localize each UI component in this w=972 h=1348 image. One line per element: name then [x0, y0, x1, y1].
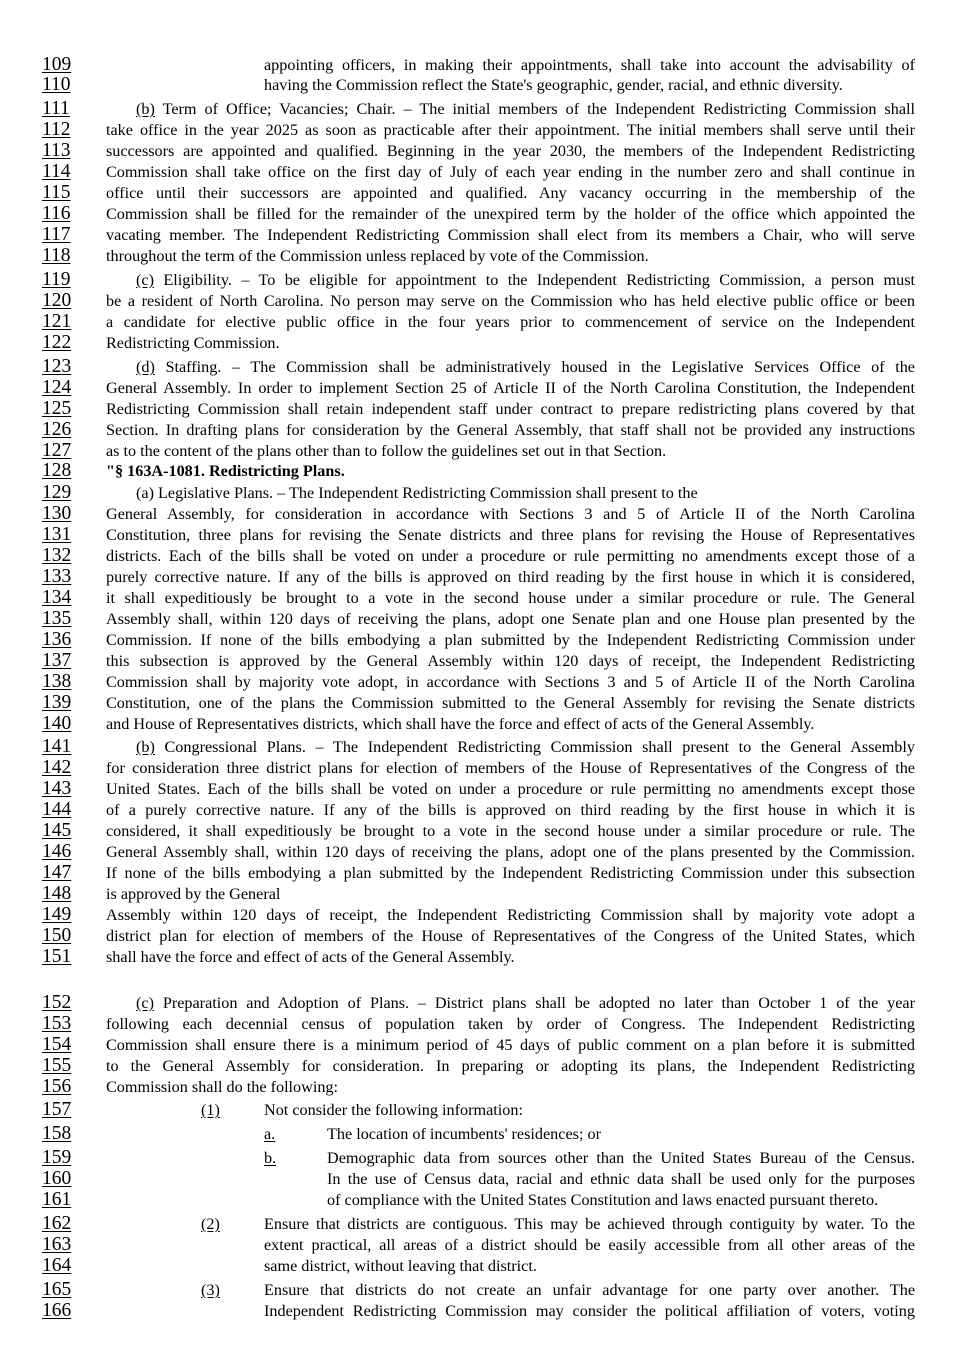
text-line: Redistricting Commission shall retain independent staff under contract to prepare redistricting plans covered by that: [106, 400, 915, 418]
line-number: 142: [42, 757, 72, 778]
text-line: General Assembly, for consideration in accordance with Sections 3 and 5 of Article II of the North Carolina: [106, 505, 915, 523]
text-line: (c) Preparation and Adoption of Plans. – District plans shall be adopted no later than October 1 of the year: [136, 994, 915, 1012]
line-number: 162: [42, 1213, 72, 1234]
text-line: extent practical, all areas of a district should be easily accessible from all other areas of the: [264, 1236, 915, 1254]
text-line: of a purely corrective nature. If any of the bills is approved on third reading by the first house in which it is: [106, 801, 915, 819]
line-number: 150: [42, 925, 72, 946]
line-number: 133: [42, 566, 72, 587]
line-number: 109: [42, 54, 72, 75]
text-line: be a resident of North Carolina. No person may serve on the Commission who has held elective public office or been: [106, 292, 915, 310]
text-line: office until their successors are appointed and qualified. Any vacancy occurring in the membership of the: [106, 184, 915, 202]
line-number: 143: [42, 778, 72, 799]
text-line: Constitution, one of the plans the Commission submitted to the General Assembly for revising the Senate districts: [106, 694, 915, 712]
text-line: United States. Each of the bills shall be voted on under a procedure or rule permitting no amendments except those: [106, 780, 915, 798]
line-number: 126: [42, 419, 72, 440]
subsection-marker: (d): [136, 358, 155, 376]
line-number: 159: [42, 1147, 72, 1168]
section-heading: "§ 163A-1081. Redistricting Plans.: [106, 462, 345, 480]
line-number: 158: [42, 1123, 72, 1144]
text-line: Demographic data from sources other than the United States Bureau of the Census.: [327, 1149, 915, 1167]
line-number: 110: [42, 74, 71, 95]
line-number: 144: [42, 799, 72, 820]
text-line: Redistricting Commission.: [106, 334, 280, 352]
line-number: 114: [42, 161, 71, 182]
line-number: 129: [42, 482, 72, 503]
line-number: 138: [42, 671, 72, 692]
text-line: purely corrective nature. If any of the bills is approved on third reading by the first house in which it is considered,: [106, 568, 915, 586]
line-number: 127: [42, 440, 72, 461]
line-number: 146: [42, 841, 72, 862]
line-number: 156: [42, 1076, 72, 1097]
line-number: 145: [42, 820, 72, 841]
line-number: 113: [42, 140, 71, 161]
text-line: and House of Representatives districts, which shall have the force and effect of acts of the General Assembly.: [106, 715, 815, 733]
line-number: 149: [42, 904, 72, 925]
line-number: 132: [42, 545, 72, 566]
subsection-marker: (b): [136, 738, 155, 756]
text-line: a candidate for elective public office in the four years prior to commencement of service on the Independent: [106, 313, 915, 331]
line-number: 120: [42, 290, 72, 311]
text-line: appointing officers, in making their appointments, shall take into account the advisability of: [264, 56, 915, 74]
line-number: 148: [42, 883, 72, 904]
text-line: district plan for election of members of the House of Representatives of the Congress of the United States, which: [106, 927, 915, 945]
line-number: 116: [42, 203, 71, 224]
line-number: 128: [42, 460, 72, 481]
text-line: following each decennial census of population taken by order of Congress. The Independent Redistricting: [106, 1015, 915, 1033]
text-line: districts. Each of the bills shall be voted on under a procedure or rule permitting no amendments except those of a: [106, 547, 915, 565]
text-line: Ensure that districts do not create an unfair advantage for one party over another. The: [264, 1281, 915, 1299]
text-line: Section. In drafting plans for consideration by the General Assembly, that staff shall not be provided any instructions: [106, 421, 915, 439]
line-number: 140: [42, 713, 72, 734]
text-line: Ensure that districts are contiguous. This may be achieved through contiguity by water. To the: [264, 1215, 915, 1233]
text-line: Commission shall take office on the first day of July of each year ending in the number zero and shall continue in: [106, 163, 915, 181]
text-line: take office in the year 2025 as soon as practicable after their appointment. The initial members shall serve until their: [106, 121, 915, 139]
line-number: 115: [42, 182, 71, 203]
list-marker: (3): [201, 1281, 220, 1299]
text-line: this subsection is approved by the General Assembly within 120 days of receipt, the Independent Redistricting: [106, 652, 915, 670]
text-line: throughout the term of the Commission unless replaced by vote of the Commission.: [106, 247, 649, 265]
text-line: (d) Staffing. – The Commission shall be administratively housed in the Legislative Services Office of the: [136, 358, 915, 376]
text-line: (a) Legislative Plans. – The Independent Redistricting Commission shall present to the: [136, 484, 698, 502]
line-number: 125: [42, 398, 72, 419]
line-number: 135: [42, 608, 72, 629]
line-number: 124: [42, 377, 72, 398]
text-line: successors are appointed and qualified. Beginning in the year 2030, the members of the Independent Redistricting: [106, 142, 915, 160]
subsection-marker: (c): [136, 271, 154, 289]
line-number: 121: [42, 311, 72, 332]
line-number: 111: [42, 98, 70, 119]
line-number: 166: [42, 1300, 72, 1321]
line-number: 118: [42, 245, 71, 266]
line-number: 119: [42, 269, 71, 290]
text-line: Commission shall do the following:: [106, 1078, 339, 1096]
line-number: 155: [42, 1055, 72, 1076]
line-number: 165: [42, 1279, 72, 1300]
text-line: Constitution, three plans for revising the Senate districts and three plans for revising the House of Representatives: [106, 526, 915, 544]
text-line: The location of incumbents' residences; or: [327, 1125, 601, 1143]
line-number: 160: [42, 1168, 72, 1189]
text-line: General Assembly. In order to implement Section 25 of Article II of the North Carolina Constitution, the Independent: [106, 379, 915, 397]
list-marker: (2): [201, 1215, 220, 1233]
text-line: Assembly within 120 days of receipt, the Independent Redistricting Commission shall by majority vote adopt a: [106, 906, 915, 924]
line-number: 163: [42, 1234, 72, 1255]
line-number: 152: [42, 992, 72, 1013]
line-number: 122: [42, 332, 72, 353]
line-number: 112: [42, 119, 71, 140]
line-number: 154: [42, 1034, 72, 1055]
text-line: of compliance with the United States Constitution and laws enacted pursuant thereto.: [327, 1191, 879, 1209]
text-line: same district, without leaving that district.: [264, 1257, 537, 1275]
line-number: 141: [42, 736, 72, 757]
text-line: for consideration three district plans for election of members of the House of Representatives of the Congress of the: [106, 759, 915, 777]
text-line: Commission shall ensure there is a minimum period of 45 days of public comment on a plan before it is submitted: [106, 1036, 915, 1054]
text-line: considered, it shall expeditiously be brought to a vote in the second house under a similar procedure or rule. The: [106, 822, 915, 840]
text-line: Not consider the following information:: [264, 1101, 523, 1119]
text-line: as to the content of the plans other than to follow the guidelines set out in that Section.: [106, 442, 667, 460]
text-line: is approved by the General: [106, 885, 281, 903]
line-number: 136: [42, 629, 72, 650]
line-number: 151: [42, 946, 72, 967]
text-line: (b) Term of Office; Vacancies; Chair. – The initial members of the Independent Redistricting Commission shall: [136, 100, 915, 118]
text-line: it shall expeditiously be brought to a vote in the second house under a similar procedure or rule. The General: [106, 589, 915, 607]
list-marker: a.: [264, 1125, 276, 1143]
text-line: Commission shall be filled for the remainder of the unexpired term by the holder of the office which appointed the: [106, 205, 915, 223]
line-number: 139: [42, 692, 72, 713]
line-number: 137: [42, 650, 72, 671]
list-marker: b.: [264, 1149, 277, 1167]
text-line: shall have the force and effect of acts of the General Assembly.: [106, 948, 515, 966]
text-line: If none of the bills embodying a plan submitted by the Independent Redistricting Commission under this subsection: [106, 864, 915, 882]
text-line: having the Commission reflect the State's geographic, gender, racial, and ethnic diversity.: [264, 76, 843, 94]
text-line: In the use of Census data, racial and ethnic data shall be used only for the purposes: [327, 1170, 915, 1188]
text-line: to the General Assembly for consideration. In preparing or adopting its plans, the Independent Redistricting: [106, 1057, 915, 1075]
line-number: 153: [42, 1013, 72, 1034]
line-number: 117: [42, 224, 71, 245]
text-line: (c) Eligibility. – To be eligible for appointment to the Independent Redistricting Commission, a person must: [136, 271, 915, 289]
text-line: Assembly shall, within 120 days of receiving the plans, adopt one Senate plan and one House plan presented by the: [106, 610, 915, 628]
line-number: 161: [42, 1189, 72, 1210]
text-line: vacating member. The Independent Redistricting Commission shall elect from its members a Chair, who will serve: [106, 226, 915, 244]
text-line: (b) Congressional Plans. – The Independent Redistricting Commission shall present to the General Assembly: [136, 738, 915, 756]
line-number: 164: [42, 1255, 72, 1276]
line-number: 123: [42, 356, 72, 377]
subsection-marker: (c): [136, 994, 154, 1012]
text-line: Commission. If none of the bills embodying a plan submitted by the Independent Redistricting Commission under: [106, 631, 915, 649]
text-line: General Assembly shall, within 120 days of receiving the plans, adopt one of the plans presented by the Commission.: [106, 843, 915, 861]
text-line: Commission shall by majority vote adopt, in accordance with Sections 3 and 5 of Article II of the North Carolina: [106, 673, 915, 691]
list-marker: (1): [201, 1101, 220, 1119]
line-number: 131: [42, 524, 72, 545]
text-line: Independent Redistricting Commission may consider the political affiliation of voters, voting: [264, 1302, 915, 1320]
line-number: 147: [42, 862, 72, 883]
line-number: 134: [42, 587, 72, 608]
line-number: 130: [42, 503, 72, 524]
line-number: 157: [42, 1099, 72, 1120]
subsection-marker: (b): [136, 100, 155, 118]
